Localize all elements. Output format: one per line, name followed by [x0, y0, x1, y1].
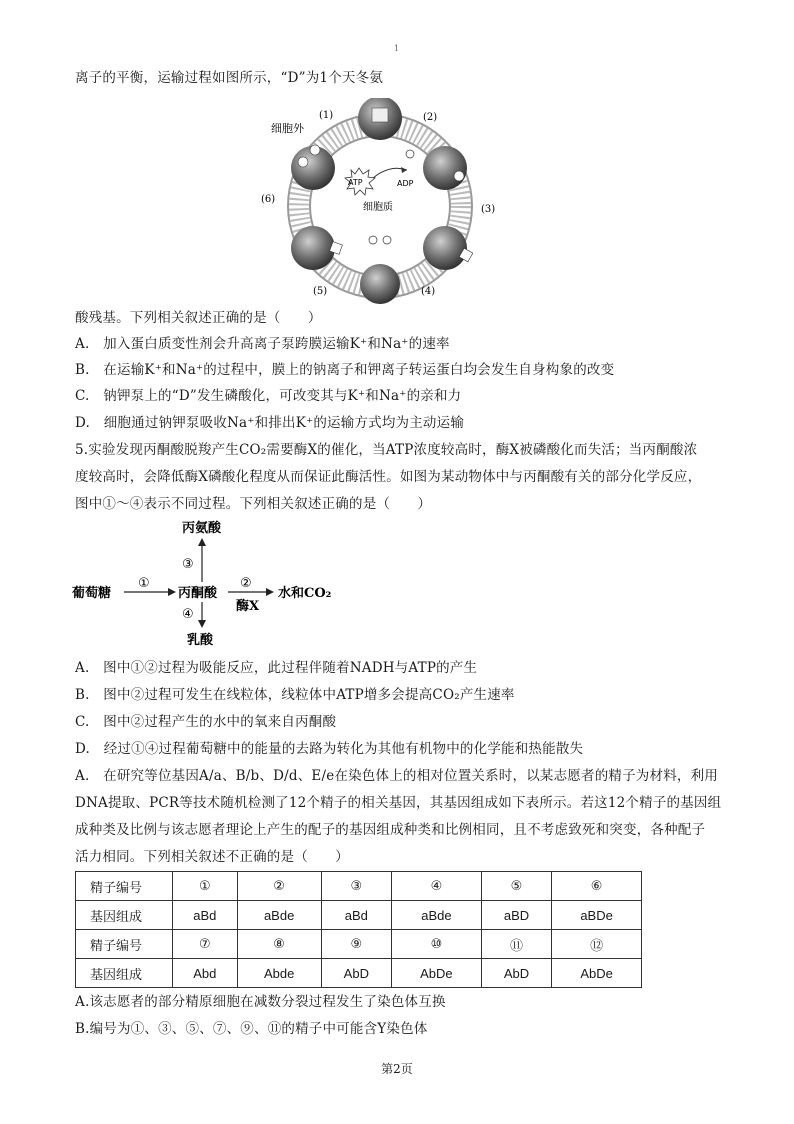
outside-label: 细胞外 — [271, 122, 304, 135]
cell: AbD — [481, 959, 551, 988]
cell: aBde — [392, 901, 482, 930]
step-label-6: (6) — [261, 194, 276, 205]
cell: Abde — [237, 959, 321, 988]
q6-option-a: A.该志愿者的部分精原细胞在减数分裂过程发生了染色体互换 — [75, 994, 446, 1010]
pyruvate-label: 丙酮酸 — [178, 586, 218, 601]
cell: aBD — [481, 901, 551, 930]
cell: aBd — [321, 901, 391, 930]
pump-3 — [423, 226, 473, 270]
cell: AbD — [321, 959, 391, 988]
table-row — [76, 872, 642, 901]
q5-stem-1: 5.实验发现丙酮酸脱羧产生CO₂需要酶X的催化，当ATP浓度较高时，酶X被磷酸化而失活；当丙酮酸浓 — [75, 442, 698, 458]
cell: ⑤ — [481, 872, 551, 901]
table-row — [76, 930, 642, 959]
row-label: 基因组成 — [76, 901, 173, 930]
cell: aBde — [237, 901, 321, 930]
q6-stem-2: DNA提取、PCR等技术随机检测了12个精子的相关基因，其基因组成如下表所示。若这12个精子的基因组 — [75, 795, 722, 811]
q4-option-b: B. 在运输K⁺和Na⁺的过程中，膜上的钠离子和钾离子转运蛋白均会发生自身构象的改变 — [75, 362, 615, 378]
step-3-label: ③ — [182, 557, 194, 572]
step-1-label: ① — [138, 576, 150, 591]
cell: ⑩ — [392, 930, 482, 959]
q5-option-c: C. 图中②过程产生的水中的氧来自丙酮酸 — [75, 714, 337, 730]
step-label-3: (3) — [481, 204, 496, 215]
cell: ⑧ — [237, 930, 321, 959]
alanine-label: 丙氨酸 — [182, 521, 222, 536]
q6-stem-4: 活力相同。下列相关叙述不正确的是（ ） — [75, 849, 349, 865]
enzyme-x-label: 酶X — [236, 599, 260, 614]
lactate-label: 乳酸 — [187, 633, 214, 648]
pyruvate-reaction-diagram — [72, 516, 352, 648]
cell: aBd — [173, 901, 238, 930]
step-4-label: ④ — [182, 607, 194, 622]
sperm-gene-table — [75, 871, 642, 988]
atp-label: ATP — [348, 178, 363, 187]
cytoplasm-label: 细胞质 — [363, 202, 393, 213]
row-label: 精子编号 — [76, 930, 173, 959]
cell: ⑫ — [552, 930, 642, 959]
cell: ① — [173, 872, 238, 901]
step-label-2: (2) — [423, 112, 438, 123]
intro-line: 离子的平衡，运输过程如图所示，“D”为1个天冬氨 — [75, 70, 384, 86]
q5-option-d: D. 经过①④过程葡萄糖中的能量的去路为转化为其他有机物中的化学能和热能散失 — [75, 741, 584, 757]
cell: ④ — [392, 872, 482, 901]
q5-stem-2: 度较高时，会降低酶X磷酸化程度从而保证此酶活性。如图为某动物体中与丙酮酸有关的部分化学反应， — [75, 469, 702, 485]
pump-1 — [358, 98, 402, 140]
cell: Abd — [173, 959, 238, 988]
q4-option-a: A. 加入蛋白质变性剂会升高离子泵跨膜运输K⁺和Na⁺的速率 — [75, 336, 450, 352]
cell: AbDe — [392, 959, 482, 988]
row-label: 基因组成 — [76, 959, 173, 988]
glucose-label: 葡萄糖 — [72, 586, 112, 601]
step-label-4: (4) — [421, 286, 436, 297]
page-top-mark: 1 — [394, 44, 400, 53]
step-label-1: (1) — [319, 110, 334, 121]
q4-option-d: D. 细胞通过钠钾泵吸收Na⁺和排出K⁺的运输方式均为主动运输 — [75, 415, 465, 431]
cell: ⑥ — [552, 872, 642, 901]
cell: ② — [237, 872, 321, 901]
q6-option-b: B.编号为①、③、⑤、⑦、⑨、⑪的精子中可能含Y染色体 — [75, 1021, 428, 1037]
q5-stem-3: 图中①～④表示不同过程。下列相关叙述正确的是（ ） — [75, 496, 432, 512]
q5-option-a: A. 图中①②过程为吸能反应，此过程伴随着NADH与ATP的产生 — [75, 660, 478, 676]
q6-stem-3: 成种类及比例与该志愿者理论上产生的配子的基因组成种类和比例相同，且不考虑致死和突变，各种配子 — [75, 822, 706, 838]
table-row — [76, 901, 642, 930]
ion-pump-diagram — [255, 98, 505, 304]
q5-option-b: B. 图中②过程可发生在线粒体，线粒体中ATP增多会提高CO₂产生速率 — [75, 687, 515, 703]
cell: ③ — [321, 872, 391, 901]
row-label: 精子编号 — [76, 872, 173, 901]
cell: ⑦ — [173, 930, 238, 959]
q4-stem-end: 酸残基。下列相关叙述正确的是（ ） — [75, 310, 322, 326]
q6-stem-1: A. 在研究等位基因A/a、B/b、D/d、E/e在染色体上的相对位置关系时，以某志愿者的精子为材料，利用 — [75, 768, 719, 784]
water-co2-label: 水和CO₂ — [278, 586, 332, 601]
table-row — [76, 959, 642, 988]
adp-label: ADP — [397, 179, 414, 188]
pump-4 — [360, 264, 400, 304]
step-2-label: ② — [240, 576, 252, 591]
q4-option-c: C. 钠钾泵上的“D”发生磷酸化，可改变其与K⁺和Na⁺的亲和力 — [75, 388, 462, 404]
pump-2 — [423, 146, 467, 190]
cell: ⑨ — [321, 930, 391, 959]
cell: AbDe — [552, 959, 642, 988]
cell: aBDe — [552, 901, 642, 930]
pump-6 — [291, 145, 335, 190]
cell: ⑪ — [481, 930, 551, 959]
step-label-5: (5) — [313, 286, 328, 297]
page-number: 第2页 — [381, 1062, 413, 1076]
